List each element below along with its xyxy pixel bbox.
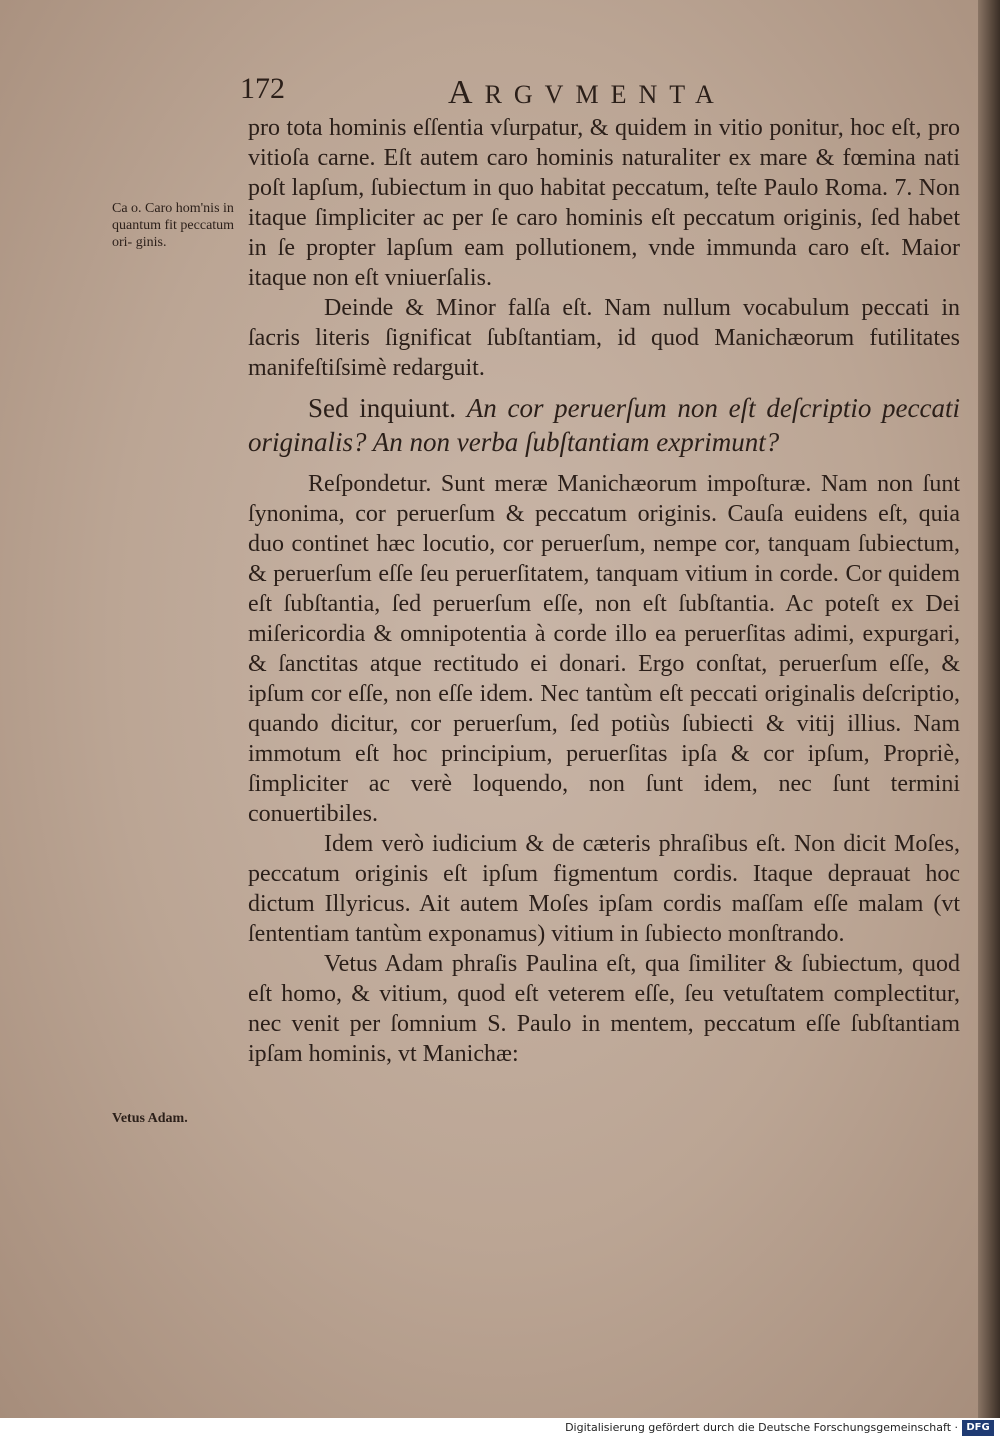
paragraph-4: Idem verò iudicium & de cæteris phraſibus eſt. Non dicit Moſes, peccatum originis eſt ipſum figmentum cordis. Itaque deprauat hoc dictum Illyricus. Ait autem Moſes ipſam cordis maſſam eſſe malam (vt ſententiam tantùm exponamus) vitium in ſubiecto monſtrando. <box>248 831 960 947</box>
objection-question <box>248 391 960 459</box>
running-head <box>448 74 726 112</box>
page-number: 172 <box>240 72 285 105</box>
paragraph-5: Vetus Adam phraſis Paulina eſt, qua ſimiliter & ſubiectum, quod eſt homo, & vitium, quod eſt veterem eſſe, ſeu vetuſtatem complectitur, nec venit per ſomnium S. Paulo in mentem, peccatum eſſe ſubſtantiam ipſam hominis, vt Manichæ: <box>248 951 960 1067</box>
footer-bar <box>0 1418 1000 1440</box>
page-header <box>0 66 1000 111</box>
question-italic: An cor peruerſum non eſt deſcriptio peccati originalis? An non verba ſubſtantiam exprimunt? <box>248 393 961 457</box>
book-gutter <box>978 0 1000 1418</box>
body-text <box>248 113 960 1069</box>
question-lead: Sed inquiunt. <box>308 393 456 423</box>
paragraph-3: Reſpondetur. Sunt meræ Manichæorum impoſturæ. Nam non ſunt ſynonima, cor peruerſum & peccatum originis. Cauſa euidens eſt, quia duo continet hæc locutio, cor peruerſum, nempe cor, tanquam ſubiectum, & peruerſum eſſe ſeu peruerſitatem, tanquam vitium in corde. Cor quidem eſt ſubſtantia, ſed peruerſum eſſe, non eſt ſubſtantia. Ac poteſt ex Dei miſericordia & omnipotentia à corde illo ea peruerſitas adimi, expurgari, & ſanctitas atque rectitudo ei donari. Ergo conſtat, peruerſum eſſe, & ipſum cor eſſe, non eſſe idem. Nec tantùm eſt peccati originalis deſcriptio, quando dicitur, cor peruerſum, ſed potiùs ſubiecti & vitij illius. Nam immotum eſt hoc principium, peruerſitas ipſa & cor ipſum, Propriè, ſimpliciter ac verè loquendo, non ſunt idem, nec ſunt termini conuertibiles. <box>248 471 960 827</box>
running-head-initial: A <box>448 74 485 111</box>
margin-note-vetus-adam: Vetus Adam. <box>112 1111 188 1126</box>
margin-note-caro: Ca o. Caro hom'nis in quantum fit peccatum ori- ginis. <box>112 201 235 250</box>
running-head-rest: RGVMENTA <box>484 80 726 109</box>
paragraph-2: Deinde & Minor falſa eſt. Nam nullum vocabulum peccati in ſacris literis ſignificat ſubſtantiam, id quod Manichæorum futilitates manifeſtiſsimè redarguit. <box>248 295 960 381</box>
paragraph-1: pro tota hominis eſſentia vſurpatur, & quidem in vitio ponitur, hoc eſt, pro vitioſa carne. Eſt autem caro hominis naturaliter ex mare & fœmina nati poſt lapſum, ſubiectum in quo habitat peccatum, teſte Paulo Roma. 7. Non itaque ſimpliciter ac per ſe caro hominis eſt peccatum originis, ſed habet in ſe propter lapſum eam pollutionem, vnde immunda caro eſt. Maior itaque non eſt vniuerſalis. <box>248 115 960 291</box>
footer-credit: Digitalisierung gefördert durch die Deutsche Forschungsgemeinschaft · <box>565 1421 958 1434</box>
dfg-logo: DFG <box>962 1420 994 1436</box>
